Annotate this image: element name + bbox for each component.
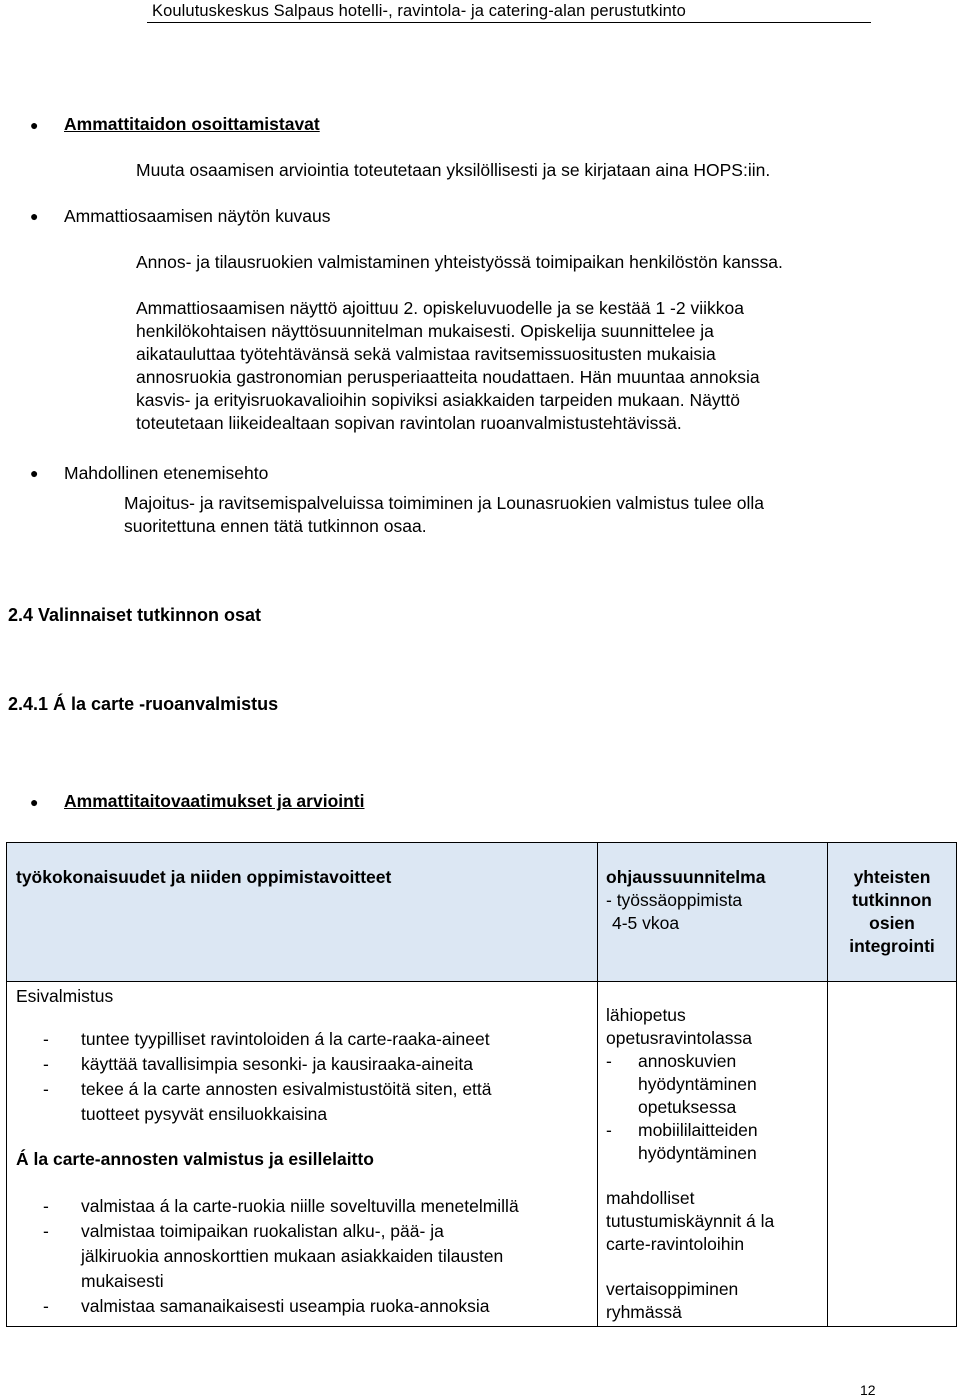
paragraph-line: aikatauluttaa työtehtävänsä sekä valmistaa ravitsemissuositusten mukaisia <box>136 344 716 364</box>
table-cell <box>828 982 957 1327</box>
bullet-icon: ● <box>30 117 39 133</box>
col2-para3: vertaisoppiminen ryhmässä <box>606 1279 739 1322</box>
col3-header-line: yhteisten <box>853 867 931 887</box>
section-heading-alacarte: 2.4.1 Á la carte -ruoanvalmistus <box>8 694 279 714</box>
col2-header-title: ohjaussuunnitelma <box>606 867 766 887</box>
list-item: - käyttää tavallisimpia sesonki- ja kausiraaka-aineita <box>16 1052 597 1077</box>
osoittamistavat-text: Muuta osaamisen arviointia toteutetaan yksilöllisesti ja se kirjataan aina HOPS:iin. <box>136 160 771 180</box>
list-item: - valmistaa á la carte-ruokia niille soveltuvilla menetelmillä <box>16 1194 597 1219</box>
nayton-kuvaus-paragraph <box>136 297 760 435</box>
group2-list <box>16 1194 597 1319</box>
col1-header: työkokonaisuudet ja niiden oppimistavoitteet <box>16 867 392 887</box>
list-item: - valmistaa toimipaikan ruokalistan alku-, pää- ja jälkiruokia annoskorttien mukaan asiakkaiden tilausten mukaisesti <box>16 1219 511 1294</box>
bullet-title-nayton-kuvaus: Ammattiosaamisen näytön kuvaus <box>64 206 331 226</box>
bullet-title-etenemisehto: Mahdollinen etenemisehto <box>64 463 269 483</box>
col3-header-line: tutkinnon <box>852 890 932 910</box>
table-header-cell <box>7 843 598 982</box>
table-header-row <box>7 843 957 982</box>
paragraph-line: henkilökohtaisen näyttösuunnitelman mukaisesti. Opiskelija suunnittelee ja <box>136 321 714 341</box>
bullet-title-osoittamistavat: Ammattitaidon osoittamistavat <box>64 114 320 134</box>
list-item: - mobiililaitteiden hyödyntäminen <box>606 1119 786 1165</box>
col2-header-sub2: 4-5 vkoa <box>612 913 680 933</box>
paragraph-line: Majoitus- ja ravitsemispalveluissa toimiminen ja Lounasruokien valmistus tulee olla <box>124 493 765 513</box>
col2-line1: lähiopetus <box>606 1005 686 1025</box>
col3-header-line: integrointi <box>849 936 935 956</box>
col2-list <box>606 1050 786 1165</box>
group1-title: Esivalmistus <box>16 986 114 1006</box>
col2-para2: mahdolliset tutustumiskäynnit á la carte-ravintoloihin <box>606 1188 775 1254</box>
col2-header-sub1: - työssäoppimista <box>606 890 743 910</box>
page-number: 12 <box>860 1382 876 1398</box>
col3-header-line: osien <box>869 913 915 933</box>
etenemisehto-paragraph <box>124 492 764 538</box>
bullet-icon: ● <box>30 465 39 481</box>
paragraph-line: kasvis- ja erityisruokavalioihin sopiviksi asiakkaiden tarpeiden mukaan. Näyttö <box>136 390 741 410</box>
table-header-cell <box>598 843 828 982</box>
requirements-table <box>6 842 957 1327</box>
paragraph-line: suoritettuna ennen tätä tutkinnon osaa. <box>124 516 427 536</box>
bullet-title-vaatimukset: Ammattitaitovaatimukset ja arviointi <box>64 791 365 811</box>
table-cell <box>7 982 598 1327</box>
list-item: - tekee á la carte annosten esivalmistustöitä siten, että tuotteet pysyvät ensiluokkaisina <box>16 1077 551 1127</box>
group1-list <box>16 1027 597 1127</box>
group2-title: Á la carte-annosten valmistus ja esillelaitto <box>16 1149 374 1169</box>
section-heading-valinnaiset: 2.4 Valinnaiset tutkinnon osat <box>8 605 262 625</box>
col2-line2: opetusravintolassa <box>606 1028 752 1048</box>
list-item: - tuntee tyypilliset ravintoloiden á la carte-raaka-aineet <box>16 1027 597 1052</box>
table-row <box>7 982 957 1327</box>
paragraph-line: toteutetaan liikeidealtaan sopivan ravintolan ruoanvalmistustehtävissä. <box>136 413 682 433</box>
bullet-icon: ● <box>30 794 39 810</box>
paragraph-line: Ammattiosaamisen näyttö ajoittuu 2. opiskeluvuodelle ja se kestää 1 -2 viikkoa <box>136 298 744 318</box>
table-header-cell <box>828 843 957 982</box>
list-item: - annoskuvien hyödyntäminen opetuksessa <box>606 1050 786 1119</box>
bullet-icon: ● <box>30 208 39 224</box>
table-cell <box>598 982 828 1327</box>
header-rule <box>147 22 871 23</box>
nayton-kuvaus-text1: Annos- ja tilausruokien valmistaminen yhteistyössä toimipaikan henkilöstön kanssa. <box>136 252 783 272</box>
list-item: - valmistaa samanaikaisesti useampia ruoka-annoksia <box>16 1294 597 1319</box>
paragraph-line: annosruokia gastronomian perusperiaatteita noudattaen. Hän muuntaa annoksia <box>136 367 760 387</box>
header-title: Koulutuskeskus Salpaus hotelli-, ravintola- ja catering-alan perustutkinto <box>152 2 686 20</box>
